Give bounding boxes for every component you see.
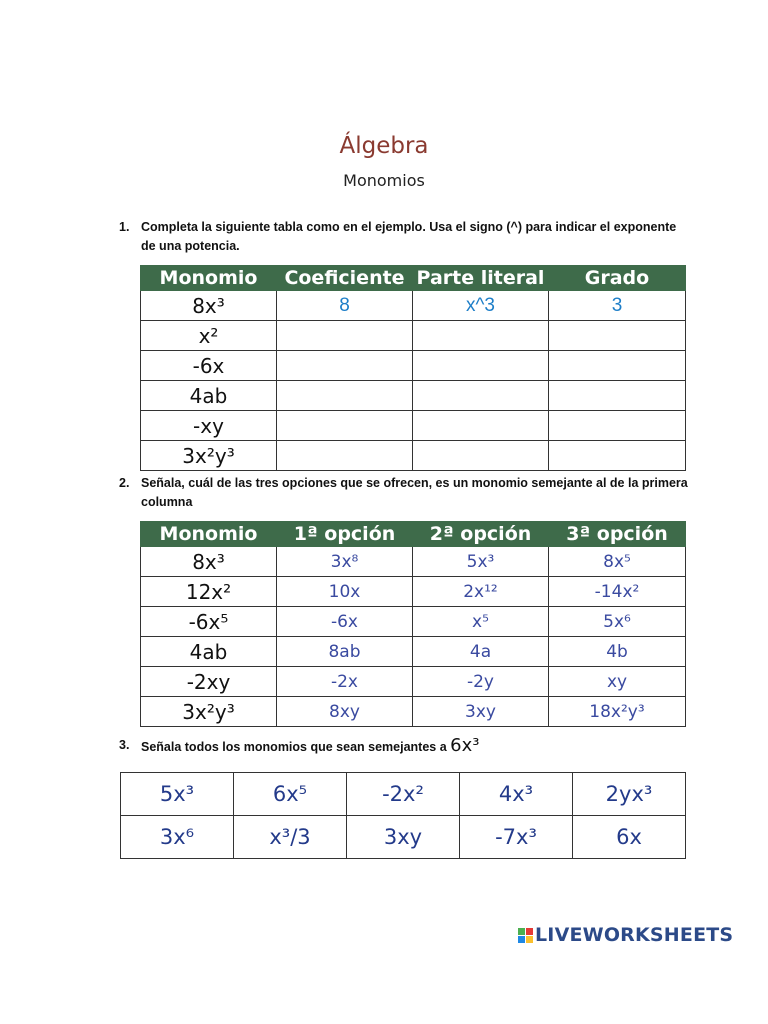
monomial-choice[interactable]: -2x² bbox=[347, 773, 460, 816]
table-row bbox=[141, 607, 686, 637]
degree-answer[interactable]: 3 bbox=[549, 291, 686, 321]
option-cell[interactable]: 4a bbox=[413, 637, 549, 667]
option-cell[interactable]: 3x⁸ bbox=[277, 547, 413, 577]
table-row bbox=[141, 547, 686, 577]
monomial-cell: 8x³ bbox=[141, 291, 277, 321]
question-3-text: Señala todos los monomios que sean semejantes a bbox=[141, 740, 447, 754]
monomial-choice[interactable]: 2yx³ bbox=[573, 773, 686, 816]
page-subtitle: Monomios bbox=[343, 171, 425, 190]
monomial-cell: -2xy bbox=[141, 667, 277, 697]
monomial-choice[interactable]: 6x bbox=[573, 816, 686, 859]
monomial-cell: 4ab bbox=[141, 637, 277, 667]
question-2 bbox=[119, 474, 689, 512]
question-3-text-wrap bbox=[141, 736, 689, 757]
literal-part-answer[interactable] bbox=[413, 441, 549, 471]
option-cell[interactable]: -14x² bbox=[549, 577, 686, 607]
logo-square-icon bbox=[518, 936, 525, 943]
coefficient-answer[interactable] bbox=[277, 321, 413, 351]
coefficient-answer[interactable] bbox=[277, 411, 413, 441]
option-cell[interactable]: 4b bbox=[549, 637, 686, 667]
question-3-number: 3. bbox=[119, 738, 130, 752]
brand-name: LIVEWORKSHEETS bbox=[535, 924, 734, 946]
table-row bbox=[141, 381, 686, 411]
table-row bbox=[141, 411, 686, 441]
logo-square-icon bbox=[526, 928, 533, 935]
coefficient-answer[interactable] bbox=[277, 351, 413, 381]
table-1-header-grado: Grado bbox=[549, 266, 686, 291]
table-row bbox=[141, 351, 686, 381]
monomial-cell: 3x²y³ bbox=[141, 441, 277, 471]
question-3-target: 6x³ bbox=[450, 735, 480, 756]
monomial-choice[interactable]: -7x³ bbox=[460, 816, 573, 859]
option-cell[interactable]: xy bbox=[549, 667, 686, 697]
option-cell[interactable]: -6x bbox=[277, 607, 413, 637]
table-row bbox=[141, 697, 686, 727]
option-cell[interactable]: x⁵ bbox=[413, 607, 549, 637]
question-1-text: Completa la siguiente tabla como en el ejemplo. Usa el signo (^) para indicar el exponente de una potencia. bbox=[141, 220, 677, 253]
coefficient-answer[interactable] bbox=[277, 381, 413, 411]
table-1 bbox=[140, 265, 686, 471]
option-cell[interactable]: 10x bbox=[277, 577, 413, 607]
table-row bbox=[141, 637, 686, 667]
question-2-number: 2. bbox=[119, 476, 130, 490]
degree-answer[interactable] bbox=[549, 411, 686, 441]
monomial-cell: -6x⁵ bbox=[141, 607, 277, 637]
literal-part-answer[interactable]: x^3 bbox=[413, 291, 549, 321]
monomial-choice[interactable]: 3xy bbox=[347, 816, 460, 859]
literal-part-answer[interactable] bbox=[413, 411, 549, 441]
degree-answer[interactable] bbox=[549, 351, 686, 381]
table-1-header-coeficiente: Coeficiente bbox=[277, 266, 413, 291]
option-cell[interactable]: 8ab bbox=[277, 637, 413, 667]
table-row bbox=[141, 441, 686, 471]
table-1-header-monomio: Monomio bbox=[141, 266, 277, 291]
question-1-number: 1. bbox=[119, 220, 130, 234]
monomial-choice[interactable]: 5x³ bbox=[121, 773, 234, 816]
table-row bbox=[141, 291, 686, 321]
literal-part-answer[interactable] bbox=[413, 321, 549, 351]
liveworksheets-logo bbox=[518, 924, 733, 946]
table-2-header-option-1: 1ª opción bbox=[277, 522, 413, 547]
monomial-cell: -6x bbox=[141, 351, 277, 381]
option-cell[interactable]: 18x²y³ bbox=[549, 697, 686, 727]
table-row bbox=[121, 773, 686, 816]
option-cell[interactable]: 5x⁶ bbox=[549, 607, 686, 637]
monomial-cell: x² bbox=[141, 321, 277, 351]
monomial-choice[interactable]: 4x³ bbox=[460, 773, 573, 816]
coefficient-answer[interactable]: 8 bbox=[277, 291, 413, 321]
table-2-header-monomio: Monomio bbox=[141, 522, 277, 547]
monomial-cell: 12x² bbox=[141, 577, 277, 607]
question-3 bbox=[119, 736, 689, 757]
logo-square-icon bbox=[518, 928, 525, 935]
page-title: Álgebra bbox=[339, 133, 429, 159]
option-cell[interactable]: -2x bbox=[277, 667, 413, 697]
monomial-cell: 3x²y³ bbox=[141, 697, 277, 727]
option-cell[interactable]: 5x³ bbox=[413, 547, 549, 577]
table-2-header-option-2: 2ª opción bbox=[413, 522, 549, 547]
degree-answer[interactable] bbox=[549, 381, 686, 411]
table-1-header-parte-literal: Parte literal bbox=[413, 266, 549, 291]
degree-answer[interactable] bbox=[549, 321, 686, 351]
logo-mark-icon bbox=[518, 928, 533, 943]
option-cell[interactable]: 8xy bbox=[277, 697, 413, 727]
option-cell[interactable]: -2y bbox=[413, 667, 549, 697]
literal-part-answer[interactable] bbox=[413, 351, 549, 381]
table-1-header-row bbox=[141, 266, 686, 291]
option-cell[interactable]: 3xy bbox=[413, 697, 549, 727]
logo-square-icon bbox=[526, 936, 533, 943]
table-2-header-row bbox=[141, 522, 686, 547]
table-row bbox=[141, 667, 686, 697]
question-1 bbox=[119, 218, 689, 256]
table-row bbox=[141, 577, 686, 607]
table-2-header-option-3: 3ª opción bbox=[549, 522, 686, 547]
literal-part-answer[interactable] bbox=[413, 381, 549, 411]
table-row bbox=[121, 816, 686, 859]
option-cell[interactable]: 8x⁵ bbox=[549, 547, 686, 577]
table-row bbox=[141, 321, 686, 351]
question-2-text: Señala, cuál de las tres opciones que se ofrecen, es un monomio semejante al de la primera columna bbox=[141, 476, 688, 509]
table-3 bbox=[120, 772, 686, 859]
monomial-choice[interactable]: x³/3 bbox=[234, 816, 347, 859]
monomial-choice[interactable]: 6x⁵ bbox=[234, 773, 347, 816]
table-2 bbox=[140, 521, 686, 727]
monomial-cell: 8x³ bbox=[141, 547, 277, 577]
coefficient-answer[interactable] bbox=[277, 441, 413, 471]
monomial-cell: 4ab bbox=[141, 381, 277, 411]
option-cell[interactable]: 2x¹² bbox=[413, 577, 549, 607]
monomial-cell: -xy bbox=[141, 411, 277, 441]
monomial-choice[interactable]: 3x⁶ bbox=[121, 816, 234, 859]
degree-answer[interactable] bbox=[549, 441, 686, 471]
